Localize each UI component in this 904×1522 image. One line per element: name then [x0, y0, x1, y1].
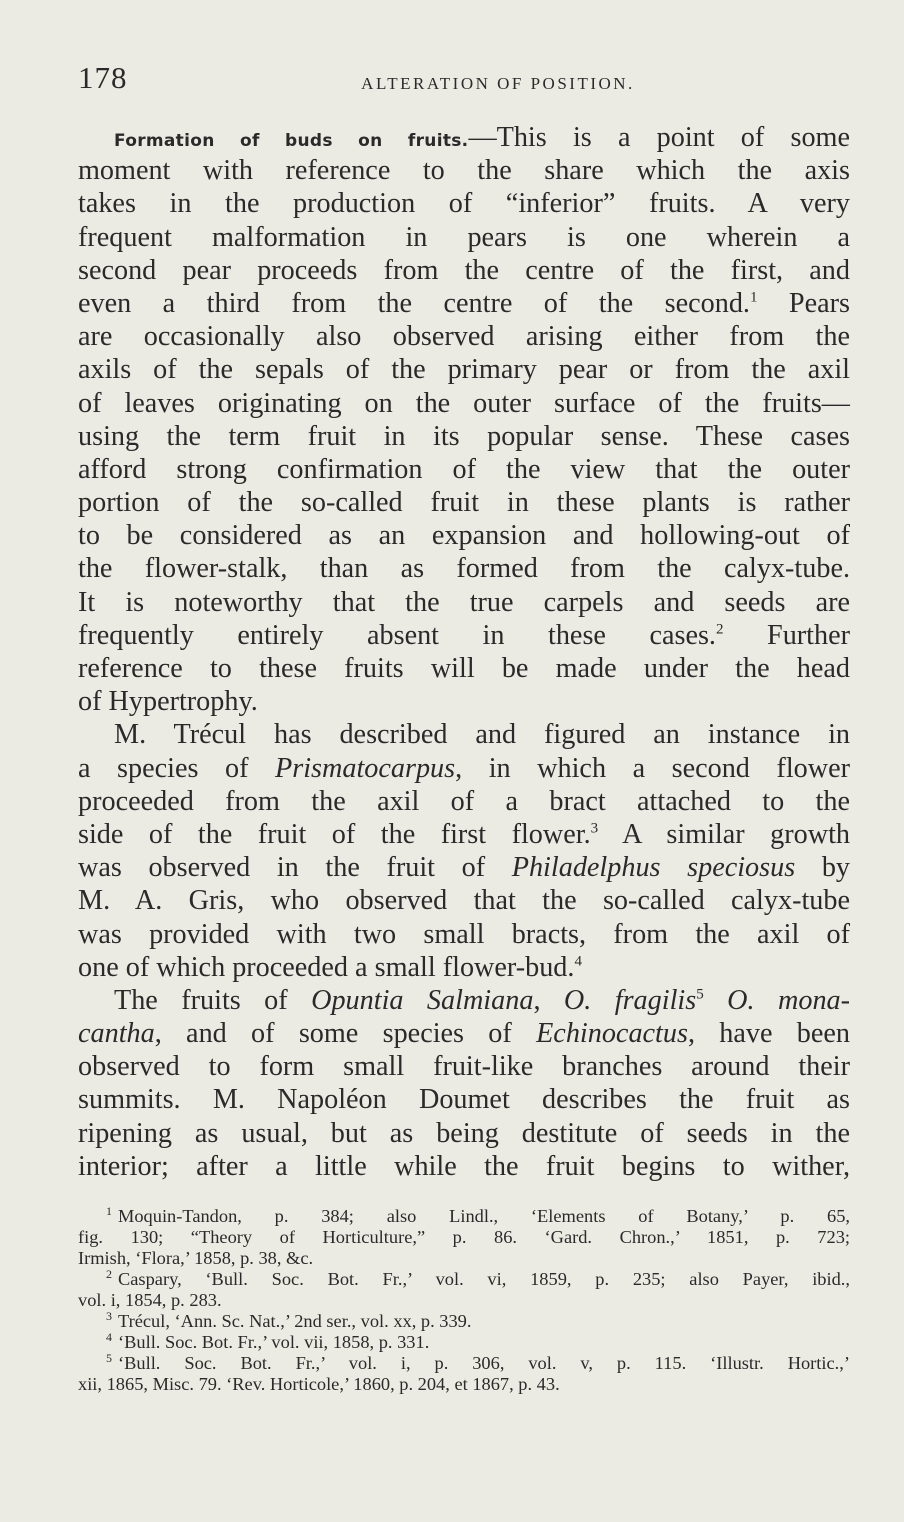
paragraph-1-line: using the term fruit in its popular sense. These cases	[78, 420, 850, 452]
paragraph-2-line: was provided with two small bracts, from the axil of	[78, 918, 850, 950]
footnote-ref-1[interactable]: 1	[749, 289, 758, 306]
paragraph-1-line: the flower-stalk, than as formed from the calyx-tube.	[78, 553, 850, 585]
paragraph-1-line: frequent malformation in pears is one wherein a	[78, 221, 850, 253]
page-number: 178	[78, 60, 128, 95]
footnote-4: $^4$ ‘Bull. Soc. Bot. Fr.,’ vol. vii, 1858, p. 331.	[106, 1329, 430, 1352]
paragraph-1-line: of leaves originating on the outer surface of the fruits—	[78, 387, 850, 419]
footnote-number: 5	[106, 1350, 112, 1365]
footnote-5-line: xii, 1865, Misc. 79. ‘Rev. Horticole,’ 1860, p. 204, et 1867, p. 43.	[78, 1374, 560, 1394]
paragraph-1-line: frequently entirely absent in these cases.$^2$ Further	[78, 619, 851, 651]
paragraph-3-line: cantha, and of some species of Echinocactus, have been	[78, 1018, 851, 1050]
taxon-name: Philadelphus speciosus	[511, 852, 796, 884]
paragraph-3-line: observed to form small fruit-like branches around their	[78, 1051, 850, 1083]
paragraph-1-line-1: Formation of buds on fruits.—This is a point of some	[114, 122, 850, 153]
paragraph-2-line: was observed in the fruit of Philadelphus speciosus by	[78, 852, 851, 884]
paragraph-1-line: portion of the so-called fruit in these plants is rather	[78, 487, 850, 519]
footnote-2: $^2$ Caspary, ‘Bull. Soc. Bot. Fr.,’ vol. vi, 1859, p. 235; also Payer, ibid.,	[106, 1266, 850, 1289]
paragraph-3-line: The fruits of Opuntia Salmiana, O. fragilis$^5$ O. mona-	[114, 984, 851, 1016]
footnote-ref-2[interactable]: 2	[715, 621, 724, 638]
paragraph-1-line: of Hypertrophy.	[78, 686, 258, 718]
paragraph-2-line: M. Trécul has described and figured an instance in	[114, 719, 850, 751]
paragraph-1-line: second pear proceeds from the centre of the first, and	[78, 254, 850, 286]
side-heading: Formation of buds on fruits.	[114, 131, 469, 151]
paragraph-2-line: M. A. Gris, who observed that the so-called calyx-tube	[78, 885, 850, 917]
paragraph-2-line: a species of Prismatocarpus, in which a second flower	[78, 752, 850, 784]
paragraph-1-line: even a third from the centre of the second.$^1$ Pears	[78, 287, 850, 319]
paragraph-1-line: takes in the production of “inferior” fruits. A very	[78, 188, 850, 220]
taxon-name: O. fragilis	[563, 984, 697, 1016]
footnote-ref-3[interactable]: 3	[590, 820, 599, 837]
footnote-1-line: fig. 130; “Theory of Horticulture,” p. 86. ‘Gard. Chron.,’ 1851, p. 723;	[78, 1227, 850, 1247]
footnote-ref-4[interactable]: 4	[574, 953, 582, 970]
footnote-number: 2	[106, 1266, 112, 1281]
paragraph-1-line: reference to these fruits will be made under the head	[78, 653, 850, 684]
taxon-name: Prismatocarpus	[275, 752, 456, 784]
paragraph-1-line: axils of the sepals of the primary pear or from the axil	[78, 354, 850, 386]
taxon-name: Opuntia Salmiana	[311, 984, 534, 1016]
footnote-1: $^1$ Moquin-Tandon, p. 384; also Lindl., ‘Elements of Botany,’ p. 65,	[106, 1203, 850, 1226]
footnote-number: 3	[106, 1308, 112, 1323]
footnote-5: $^5$ ‘Bull. Soc. Bot. Fr.,’ vol. i, p. 306, vol. v, p. 115. ‘Illustr. Hortic.,’	[106, 1350, 850, 1373]
paragraph-1-line: afford strong confirmation of the view that the outer	[78, 453, 850, 485]
paragraph-1-line: It is noteworthy that the true carpels and seeds are	[78, 586, 850, 618]
footnotes	[78, 1203, 850, 1395]
paragraph-3-line: ripening as usual, but as being destitute of seeds in the	[78, 1117, 850, 1149]
footnote-number: 4	[106, 1329, 112, 1344]
taxon-name: cantha	[78, 1018, 155, 1050]
footnote-number: 1	[106, 1203, 112, 1218]
body-text	[78, 121, 850, 1183]
footnote-2-line: vol. i, 1854, p. 283.	[78, 1290, 222, 1310]
footnote-1-line: Irmish, ‘Flora,’ 1858, p. 38, &c.	[78, 1248, 314, 1268]
paragraph-1-line: to be considered as an expansion and hollowing-out of	[78, 520, 850, 552]
running-head: ALTERATION OF POSITION.	[361, 74, 635, 93]
taxon-name: O. mona-	[727, 984, 851, 1016]
page-header	[78, 60, 848, 100]
paragraph-3-line: summits. M. Napoléon Doumet describes the fruit as	[78, 1084, 850, 1116]
paragraph-2-line: side of the fruit of the first flower.$^3$ A similar growth	[78, 818, 851, 850]
footnote-ref-5[interactable]: 5	[696, 986, 704, 1003]
taxon-name: Echinocactus	[536, 1018, 688, 1050]
footnote-3: $^3$ Trécul, ‘Ann. Sc. Nat.,’ 2nd ser., vol. xx, p. 339.	[106, 1308, 472, 1331]
paragraph-2-line: one of which proceeded a small flower-bud.$^4$	[78, 951, 582, 983]
paragraph-3-line: interior; after a little while the fruit begins to wither,	[78, 1150, 850, 1182]
paragraph-2-line: proceeded from the axil of a bract attached to the	[78, 785, 850, 817]
paragraph-1-line: moment with reference to the share which the axis	[78, 155, 850, 187]
paragraph-1-line: are occasionally also observed arising either from the	[78, 321, 850, 353]
